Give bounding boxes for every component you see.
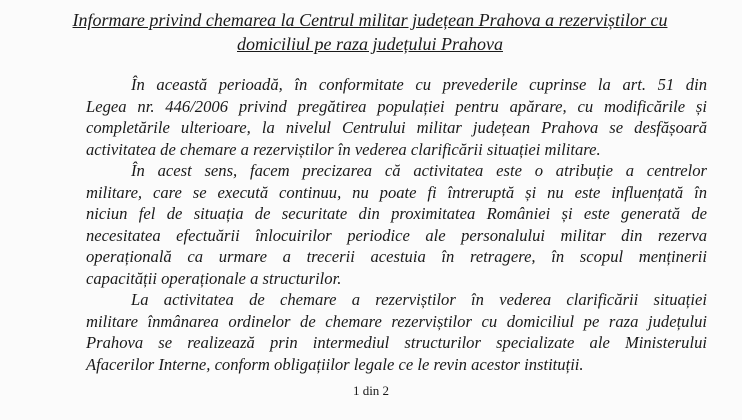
paragraph-line: completările ulterioare, la nivelul Centrului militar județean Prahova se desfășoară <box>86 118 707 137</box>
paragraph-line: necesitatea efectuării înlocuirilor periodice ale personalului militar din rezerva <box>86 225 707 245</box>
title-line: Informare privind chemarea la Centrul militar județean Prahova a rezerviștilor cu <box>72 10 668 30</box>
paragraph-line: militare înmânarea ordinelor de chemare rezerviștilor cu domiciliul pe raza județului <box>86 311 707 331</box>
paragraph-line: Legea nr. 446/2006 privind pregătirea populației pentru apărare, cu modificările și <box>86 96 707 116</box>
paragraph-line: Afacerilor Interne, conform obligațiilor legale ce le revin acestor instituții. <box>86 354 584 374</box>
paragraph-line: operațională ca urmare a trecerii acestuia în retragere, în scopul menținerii <box>86 247 707 266</box>
document-title <box>70 8 670 56</box>
paragraph-line: În acest sens, facem precizarea că activitatea este o atribuție a centrelor <box>131 161 707 180</box>
paragraph-line: activitatea de chemare a rezerviștilor în vederea clarificării situației militare. <box>86 139 601 159</box>
paragraph-line: La activitatea de chemare a rezerviștilor în vederea clarificării situației <box>131 290 707 309</box>
paragraph-line: Prahova se realizează prin intermediul structurilor specializate ale Ministerului <box>86 333 707 352</box>
paragraph-line: capacității operaționale a structurilor. <box>86 268 342 288</box>
page-number: 1 din 2 <box>352 383 390 398</box>
paragraph-line: În această perioadă, în conformitate cu prevederile cuprinse la art. 51 din <box>131 75 707 94</box>
title-line: domiciliul pe raza județului Prahova <box>237 34 503 54</box>
paragraph-line: militare, care se execută continuu, nu poate fi întreruptă și nu este influențată în <box>86 182 707 202</box>
document-body <box>86 74 707 375</box>
paragraph-line: niciun fel de situația de securitate din proximitatea României și este generată de <box>86 204 707 223</box>
